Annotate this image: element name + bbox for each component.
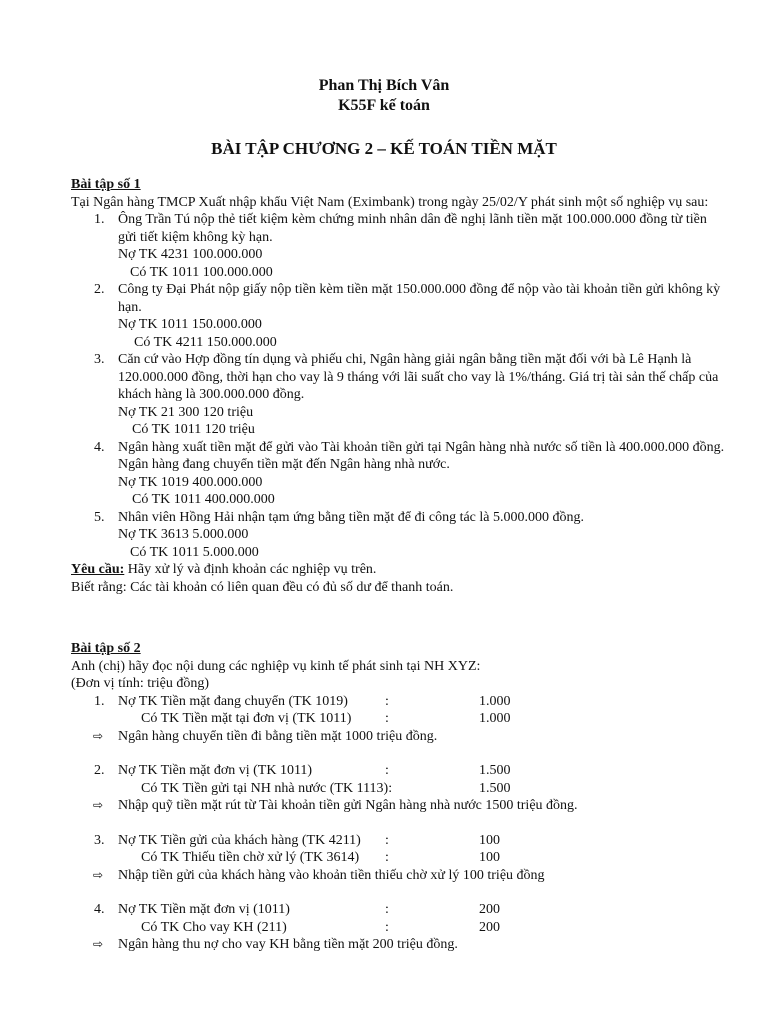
list-item	[71, 439, 726, 474]
item-number: 2.	[94, 763, 105, 778]
credit-entry: Có TK 1011 120 triệu	[132, 422, 255, 437]
list-item	[71, 281, 726, 316]
arrow-right-icon: ⇨	[93, 867, 104, 882]
debit-row	[71, 762, 726, 780]
separator: :	[385, 850, 389, 865]
requirement	[71, 561, 726, 579]
debit-row	[71, 693, 726, 711]
separator: :	[385, 711, 389, 726]
credit-row	[71, 849, 726, 867]
debit-account: Nợ TK Tiền mặt đơn vị (TK 1011)	[118, 763, 313, 778]
item-number: 3.	[94, 352, 105, 367]
explanation-row	[71, 867, 726, 885]
exercise-2	[71, 640, 726, 954]
document-title: BÀI TẬP CHƯƠNG 2 – KẾ TOÁN TIỀN MẶT	[211, 139, 557, 158]
explanation-row	[71, 728, 726, 746]
item-number: 4.	[94, 902, 105, 917]
item-text: Ông Trần Tú nộp thẻ tiết kiệm kèm chứng minh nhân dân đề nghị lãnh tiền mặt 100.000.000 đồng từ tiền gửi tiết kiệm không kỳ hạn.	[118, 212, 707, 245]
separator: :	[385, 832, 389, 848]
debit-entry: Nợ TK 3613 5.000.000	[118, 527, 249, 542]
separator: :	[385, 902, 389, 917]
exercise-1	[71, 176, 726, 596]
arrow-right-icon: ⇨	[93, 798, 104, 812]
unit-note: (Đơn vị tính: triệu đồng)	[71, 676, 210, 691]
credit-account: Có TK Cho vay KH (211)	[141, 919, 287, 935]
debit-entry: Nợ TK 1011 150.000.000	[118, 317, 262, 332]
debit-row	[71, 901, 726, 919]
item-number: 5.	[94, 509, 105, 525]
requirement-note: Biết rằng: Các tài khoản có liên quan đều có đủ số dư để thanh toán.	[71, 579, 454, 595]
credit-amount: 1.500	[479, 780, 511, 796]
item-number: 2.	[94, 282, 105, 297]
item-number: 1.	[94, 693, 105, 709]
separator: :	[385, 919, 389, 935]
arrow-right-icon: ⇨	[93, 728, 104, 743]
debit-amount: 200	[479, 902, 500, 917]
item-number: 4.	[94, 439, 105, 455]
item-text: Công ty Đại Phát nộp giấy nộp tiền kèm tiền mặt 150.000.000 đồng để nộp vào tài khoản tiền gửi không kỳ hạn.	[118, 282, 721, 315]
exercise-1-title: Bài tập số 1	[71, 177, 141, 192]
exercise-2-title: Bài tập số 2	[71, 641, 141, 656]
list-item	[71, 211, 726, 246]
requirement-text: Hãy xử lý và định khoản các nghiệp vụ trên.	[124, 562, 377, 577]
debit-entry: Nợ TK 21 300 120 triệu	[118, 404, 254, 420]
author-name: Phan Thị Bích Vân	[318, 77, 450, 94]
debit-amount: 100	[479, 832, 500, 848]
debit-entry: Nợ TK 1019 400.000.000	[118, 474, 263, 490]
list-item	[71, 351, 726, 404]
credit-entry: Có TK 4211 150.000.000	[134, 334, 277, 350]
debit-account: Nợ TK Tiền gửi của khách hàng (TK 4211)	[118, 832, 361, 848]
credit-account: Có TK Tiền mặt tại đơn vị (TK 1011)	[141, 711, 352, 726]
exercise-1-list	[71, 211, 726, 561]
arrow-right-icon: ⇨	[93, 937, 104, 951]
item-text: Ngân hàng xuất tiền mặt để gửi vào Tài khoản tiền gửi tại Ngân hàng nhà nước số tiền là 400.000.000 đồng. Ngân hàng đang chuyển tiền mặt đến Ngân hàng nhà nước.	[118, 439, 725, 472]
credit-row	[71, 710, 726, 728]
explanation-text: Ngân hàng chuyển tiền đi bằng tiền mặt 1000 triệu đồng.	[118, 728, 438, 744]
explanation-text: Ngân hàng thu nợ cho vay KH bằng tiền mặt 200 triệu đồng.	[118, 937, 458, 952]
requirement-label: Yêu cầu:	[71, 562, 125, 577]
list-item	[71, 509, 726, 527]
credit-row	[71, 919, 726, 937]
credit-entry: Có TK 1011 5.000.000	[130, 544, 259, 560]
item-number: 1.	[94, 212, 105, 227]
exercise-1-intro: Tại Ngân hàng TMCP Xuất nhập khẩu Việt Nam (Eximbank) trong ngày 25/02/Y phát sinh một số nghiệp vụ sau:	[71, 194, 709, 210]
credit-amount: 100	[479, 850, 500, 865]
credit-entry: Có TK 1011 400.000.000	[132, 492, 275, 507]
credit-amount: 1.000	[479, 711, 511, 726]
debit-entry: Nợ TK 4231 100.000.000	[118, 247, 263, 262]
explanation-text: Nhập quỹ tiền mặt rút từ Tài khoản tiền gửi Ngân hàng nhà nước 1500 triệu đồng.	[118, 798, 578, 813]
credit-account: Có TK Tiền gửi tại NH nhà nước (TK 1113):	[141, 780, 393, 796]
explanation-row	[71, 797, 726, 815]
exercise-2-intro: Anh (chị) hãy đọc nội dung các nghiệp vụ kinh tế phát sinh tại NH XYZ:	[71, 658, 481, 674]
explanation-row	[71, 936, 726, 954]
credit-entry: Có TK 1011 100.000.000	[130, 264, 273, 280]
credit-account: Có TK Thiếu tiền chờ xử lý (TK 3614)	[141, 850, 360, 865]
separator: :	[385, 693, 389, 709]
debit-row	[71, 832, 726, 850]
class-name: K55F kế toán	[338, 97, 430, 114]
item-text: Căn cứ vào Hợp đồng tín dụng và phiếu chi, Ngân hàng giải ngân bằng tiền mặt đối với bà Lê Hạnh là 120.000.000 đồng, thời hạn cho vay là 9 tháng với lãi suất cho vay là 1%/tháng. Giá trị tài sản thế chấp của khách hàng là 300.000.000 đồng.	[118, 352, 719, 402]
credit-row	[71, 780, 726, 798]
debit-amount: 1.500	[479, 763, 511, 778]
item-text: Nhân viên Hồng Hải nhận tạm ứng bằng tiền mặt để đi công tác là 5.000.000 đồng.	[118, 509, 584, 525]
debit-amount: 1.000	[479, 693, 511, 709]
explanation-text: Nhập tiền gửi của khách hàng vào khoản tiền thiếu chờ xử lý 100 triệu đồng	[118, 867, 545, 883]
credit-amount: 200	[479, 919, 500, 935]
debit-account: Nợ TK Tiền mặt đơn vị (1011)	[118, 902, 290, 917]
separator: :	[385, 763, 389, 778]
debit-account: Nợ TK Tiền mặt đang chuyển (TK 1019)	[118, 693, 348, 709]
item-number: 3.	[94, 832, 105, 848]
